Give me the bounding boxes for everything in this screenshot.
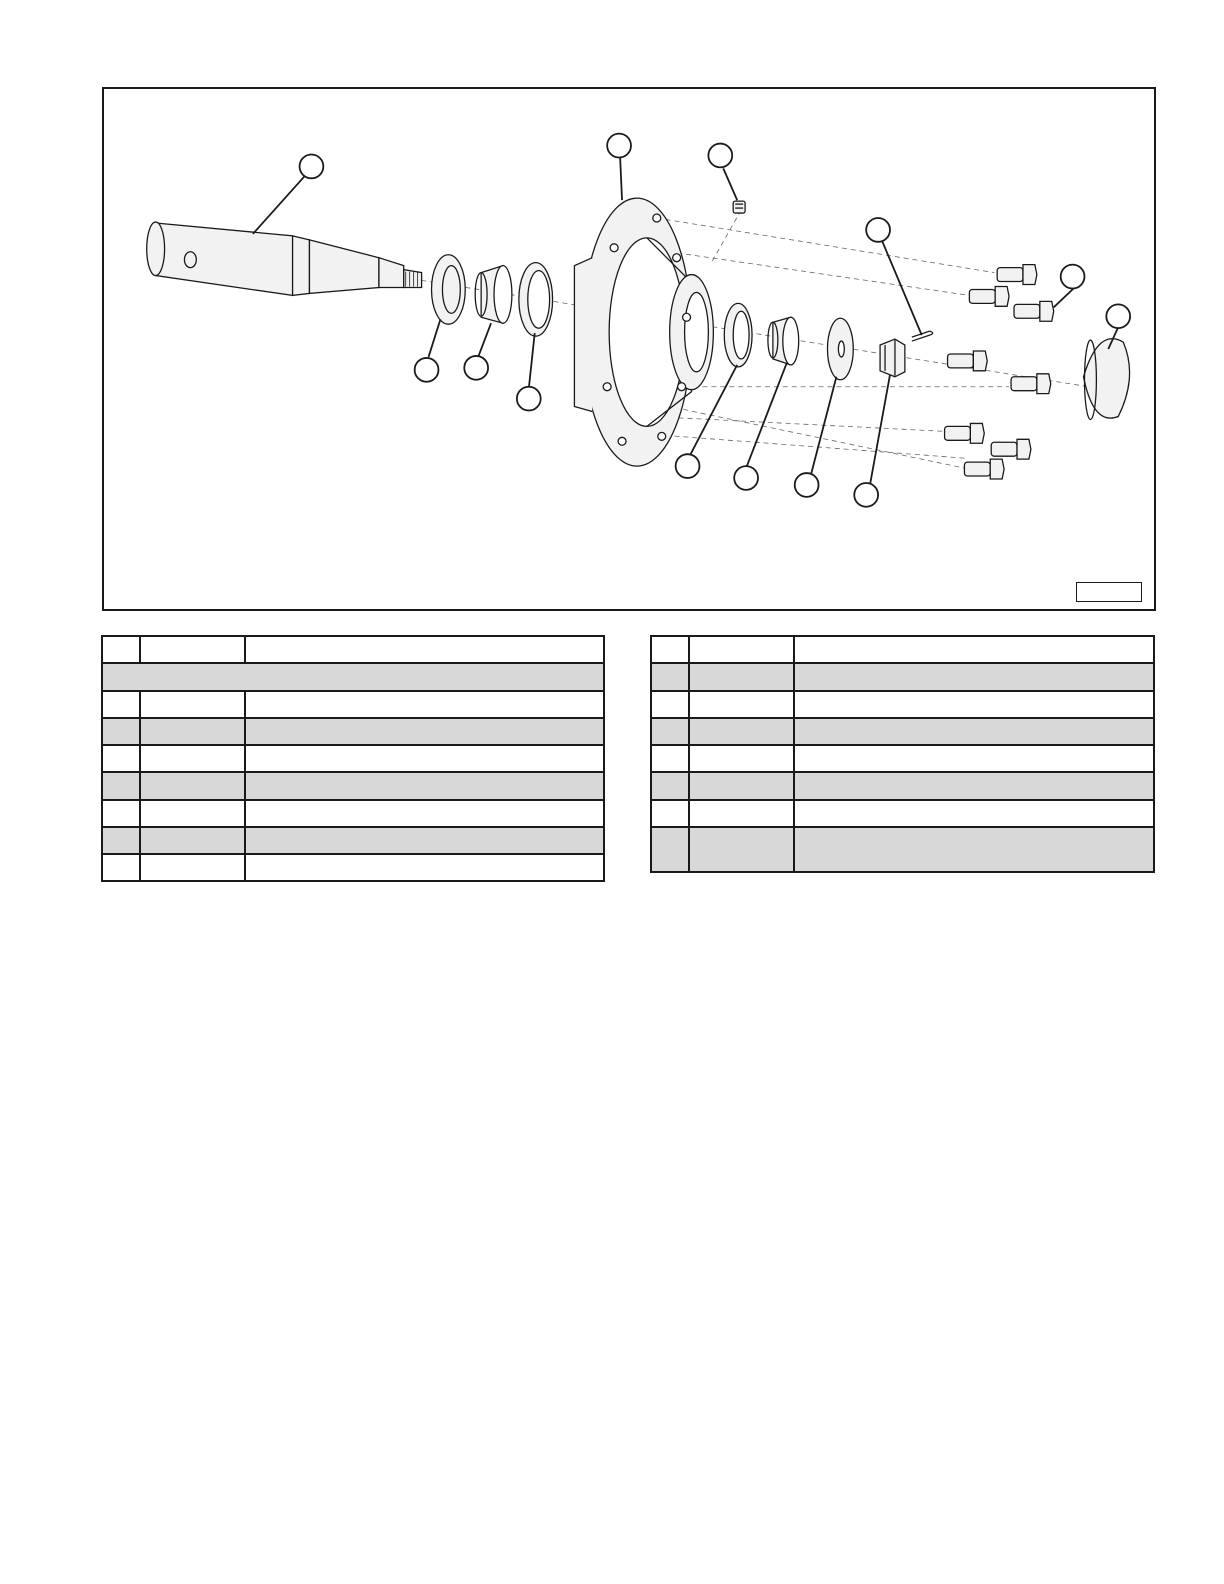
cell-description [794,663,1154,691]
callout-cotter-pin [866,218,890,242]
cotter-pin [912,331,933,341]
header-ref [651,636,689,663]
slotted-nut [880,339,905,377]
dust-cap [1084,339,1130,420]
cell-description [245,827,604,854]
exploded-parts-diagram [102,87,1156,611]
cell-description [245,691,604,718]
seal [432,255,466,324]
table-header-row [102,636,604,663]
cell-ref [651,663,689,691]
cell-ref [102,854,140,881]
grease-zerk [733,201,745,213]
header-part-number [140,636,245,663]
table-row [102,718,604,745]
callout-washer [795,473,819,497]
table-row [102,827,604,854]
table-row [651,772,1154,800]
cell-description [794,718,1154,745]
cell-part-number [140,691,245,718]
cell-part-number [140,718,245,745]
diagram-drawing [104,89,1154,609]
cell-ref [102,745,140,772]
header-description [794,636,1154,663]
callout-outer-bearing-cup [676,454,700,478]
cell-ref [102,772,140,800]
header-ref [102,636,140,663]
cell-description [245,772,604,800]
cell-part-number [689,745,794,772]
cell-part-number [689,663,794,691]
table-row [651,745,1154,772]
cell-part-number [689,691,794,718]
cell-ref [102,691,140,718]
cell-ref [102,827,140,854]
cell-part-number [140,745,245,772]
table-row [102,854,604,881]
cell-ref [651,718,689,745]
cell-description [245,745,604,772]
table-header-row [651,636,1154,663]
outer-bearing-cone [768,317,799,365]
callout-hub [607,134,631,158]
inner-bearing-cup [519,263,553,336]
cell-part-number [689,718,794,745]
figure-label [1076,582,1142,602]
callout-seal [415,358,439,382]
section-title [102,663,604,691]
callout-grease-zerk [708,144,732,168]
callout-dust-cap [1106,304,1130,328]
spindle [147,222,422,295]
cell-description [794,772,1154,800]
table-row [102,772,604,800]
outer-bearing-cup [724,303,752,367]
cell-description [245,800,604,827]
cell-description [794,827,1154,872]
cell-part-number [140,827,245,854]
cell-part-number [140,772,245,800]
table-row [651,800,1154,827]
cell-part-number [689,772,794,800]
callout-slotted-nut [854,483,878,507]
table-row [102,691,604,718]
header-part-number [689,636,794,663]
header-description [245,636,604,663]
cell-ref [102,718,140,745]
cell-ref [102,800,140,827]
cell-ref [651,691,689,718]
cell-ref [651,745,689,772]
cell-ref [651,827,689,872]
table-row [102,745,604,772]
cell-ref [651,800,689,827]
cell-part-number [689,827,794,872]
table-row [651,827,1154,872]
table-row [651,718,1154,745]
table-row [651,663,1154,691]
cell-description [245,854,604,881]
cell-description [794,800,1154,827]
callout-inner-bearing-cone [464,356,488,380]
callout-inner-bearing-cup [517,387,541,411]
hub [574,198,713,466]
wheel-bolts [945,265,1054,479]
callout-outer-bearing-cone [734,466,758,490]
washer [827,318,853,380]
cell-part-number [140,854,245,881]
callout-spindle [300,154,324,178]
parts-table-right [650,635,1155,873]
parts-table-left [101,635,605,882]
inner-bearing-cone [475,266,512,324]
table-row [651,691,1154,718]
table-row [102,800,604,827]
cell-part-number [140,800,245,827]
cell-description [794,745,1154,772]
cell-ref [651,772,689,800]
callout-wheel-bolt [1061,265,1085,289]
cell-part-number [689,800,794,827]
cell-description [245,718,604,745]
table-section-row [102,663,604,691]
cell-description [794,691,1154,718]
